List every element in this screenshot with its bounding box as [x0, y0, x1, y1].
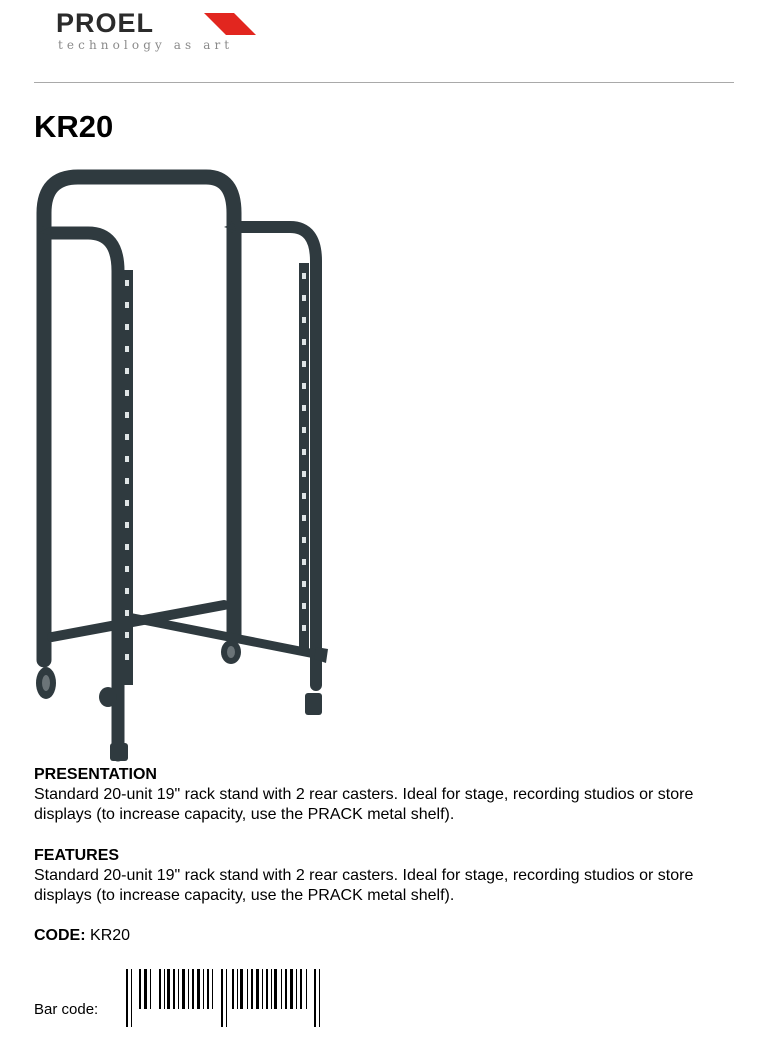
presentation-section: [34, 765, 734, 825]
header-divider: [34, 82, 734, 83]
code-label: CODE:: [34, 927, 86, 944]
product-image: [28, 165, 338, 770]
barcode-label: Bar code:: [34, 1001, 99, 1018]
features-section: [34, 846, 734, 906]
presentation-text: Standard 20-unit 19" rack stand with 2 rear casters. Ideal for stage, recording studios or store displays (to increase capacity, use the PRACK metal shelf).: [34, 786, 694, 823]
product-title: KR20: [34, 109, 114, 144]
logo-mark-icon: [204, 13, 256, 35]
barcode-image: [126, 969, 326, 1027]
brand-name: PROEL: [56, 8, 155, 38]
brand-logo: [56, 8, 266, 54]
features-heading: FEATURES: [34, 847, 120, 864]
brand-tagline: technology as art: [58, 38, 234, 52]
product-code: [34, 927, 130, 945]
features-text: Standard 20-unit 19" rack stand with 2 rear casters. Ideal for stage, recording studios or store displays (to increase capacity, use the PRACK metal shelf).: [34, 867, 694, 904]
presentation-heading: PRESENTATION: [34, 766, 157, 783]
code-value: KR20: [90, 927, 131, 944]
